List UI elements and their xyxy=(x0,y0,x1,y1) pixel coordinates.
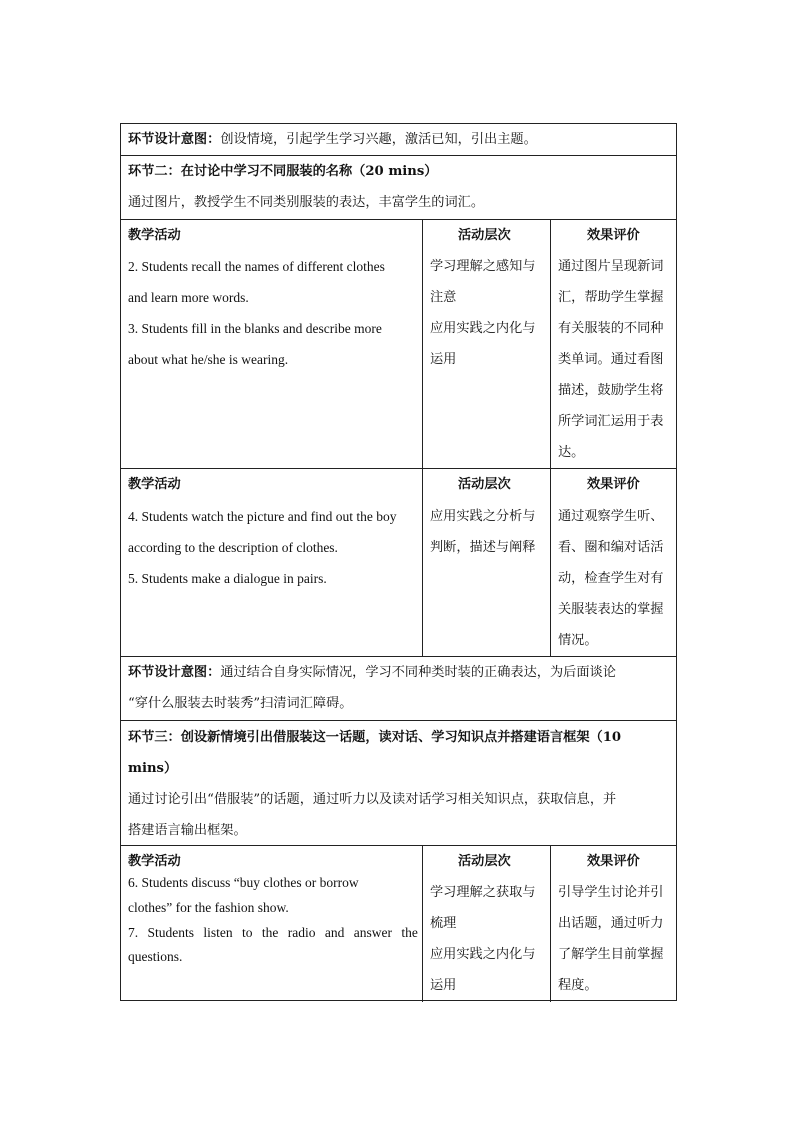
activity-header: 教学活动 xyxy=(128,854,181,869)
eval-header: 效果评价 xyxy=(587,854,640,869)
eval-line: 通过图片呈现新词 xyxy=(558,259,664,274)
eval-line: 引导学生讨论并引 xyxy=(558,885,664,900)
eval-header: 效果评价 xyxy=(587,477,640,492)
intent-text: 创设情境，引起学生学习兴趣，激活已知，引出主题。 xyxy=(220,132,537,147)
eval-line: 看、圈和编对话活 xyxy=(558,540,664,555)
intent2-line2: “穿什么服装去时装秀”扫清词汇障碍。 xyxy=(128,696,353,711)
intent2-line1 xyxy=(128,657,616,688)
section3-desc-cont: 搭建语言输出框架。 xyxy=(128,823,247,838)
activity-header: 教学活动 xyxy=(128,477,181,492)
activity-line: 5. Students make a dialogue in pairs. xyxy=(128,571,327,586)
level-line: 应用实践之内化与 xyxy=(430,321,536,336)
activity-header: 教学活动 xyxy=(128,228,181,243)
section2-desc: 通过图片，教授学生不同类别服装的表达，丰富学生的词汇。 xyxy=(128,195,485,210)
level-line: 运用 xyxy=(430,978,457,993)
intent-label: 环节设计意图： xyxy=(128,132,221,147)
eval-header: 效果评价 xyxy=(587,228,640,243)
activity-line: according to the description of clothes. xyxy=(128,540,338,555)
section2-title: 环节二：在讨论中学习不同服装的名称（20 mins） xyxy=(128,164,438,179)
column-divider xyxy=(550,845,551,1002)
eval-line: 程度。 xyxy=(558,978,598,993)
section3-desc: 通过讨论引出“借服装”的话题，通过听力以及读对话学习相关知识点，获取信息，并 xyxy=(128,792,617,807)
activity-line: 6. Students discuss “buy clothes or borrow xyxy=(128,875,359,890)
activity-line: 7. Students listen to the radio and answer the xyxy=(128,925,418,940)
level-line: 注意 xyxy=(430,290,457,305)
level-header: 活动层次 xyxy=(458,228,511,243)
eval-line: 动，检查学生对有 xyxy=(558,571,664,586)
level-line: 应用实践之分析与 xyxy=(430,509,536,524)
eval-line: 出话题，通过听力 xyxy=(558,916,664,931)
level-header: 活动层次 xyxy=(458,477,511,492)
level-line: 梳理 xyxy=(430,916,457,931)
intent-label: 环节设计意图： xyxy=(128,665,221,680)
activity-line: questions. xyxy=(128,949,183,964)
column-divider xyxy=(422,219,423,656)
activity-line: 2. Students recall the names of different clothes xyxy=(128,259,385,274)
eval-line: 汇，帮助学生掌握 xyxy=(558,290,664,305)
eval-line: 描述，鼓励学生将 xyxy=(558,383,664,398)
row-divider xyxy=(121,720,676,721)
eval-line: 通过观察学生听、 xyxy=(558,509,664,524)
intent-text: 通过结合自身实际情况，学习不同种类时装的正确表达，为后面谈论 xyxy=(220,665,616,680)
eval-line: 达。 xyxy=(558,445,585,460)
column-divider xyxy=(550,219,551,656)
activity-line: 3. Students fill in the blanks and describe more xyxy=(128,321,382,336)
eval-line: 关服装表达的掌握 xyxy=(558,602,664,617)
eval-line: 类单词。通过看图 xyxy=(558,352,664,367)
level-line: 学习理解之感知与 xyxy=(430,259,536,274)
level-line: 应用实践之内化与 xyxy=(430,947,536,962)
activity-line: about what he/she is wearing. xyxy=(128,352,289,367)
section3-title: 环节三：创设新情境引出借服装这一话题，读对话、学习知识点并搭建语言框架（10 xyxy=(128,730,622,745)
level-line: 运用 xyxy=(430,352,457,367)
level-header: 活动层次 xyxy=(458,854,511,869)
lesson-plan-table xyxy=(120,123,677,1001)
eval-line: 有关服装的不同种 xyxy=(558,321,664,336)
intent-row-1 xyxy=(128,124,537,155)
section3-title-cont: mins） xyxy=(128,761,178,776)
activity-line: 4. Students watch the picture and find out the boy xyxy=(128,509,397,524)
activity-line: clothes” for the fashion show. xyxy=(128,900,289,915)
eval-line: 所学词汇运用于表 xyxy=(558,414,664,429)
level-line: 学习理解之获取与 xyxy=(430,885,536,900)
level-line: 判断，描述与阐释 xyxy=(430,540,536,555)
eval-line: 了解学生目前掌握 xyxy=(558,947,664,962)
eval-line: 情况。 xyxy=(558,633,598,648)
column-divider xyxy=(422,845,423,1002)
activity-line: and learn more words. xyxy=(128,290,249,305)
